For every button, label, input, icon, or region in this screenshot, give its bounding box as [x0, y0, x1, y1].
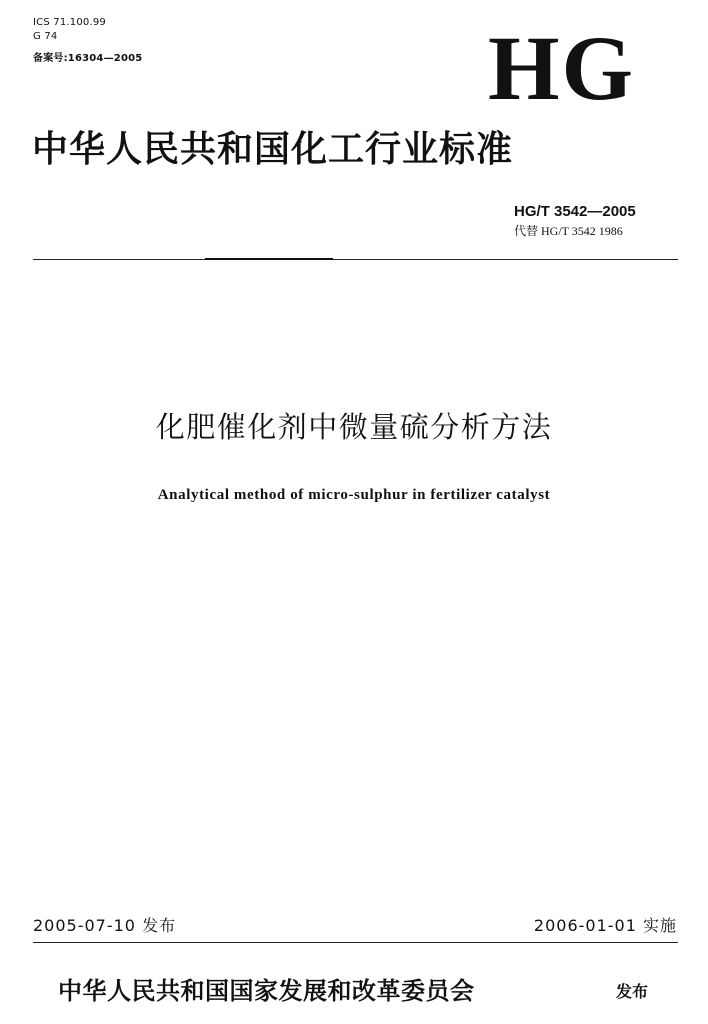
effective-date: 2006-01-01 实施: [533, 916, 677, 935]
replaced-standard: 代替 HG/T 3542 1986: [514, 224, 623, 238]
filing-number: 备案号:16304—2005: [33, 53, 143, 64]
standard-category-logo: HG: [488, 17, 636, 119]
issue-date: 2005-07-10 发布: [33, 916, 177, 935]
industry-standard-title: 中华人民共和国化工行业标准: [32, 129, 514, 170]
header-divider: [33, 259, 678, 260]
ccs-code: G 74: [33, 31, 58, 42]
publisher-name: 中华人民共和国国家发展和改革委员会: [58, 977, 475, 1005]
publish-label: 发布: [616, 982, 649, 1001]
document-title-chinese: 化肥催化剂中微量硫分析方法: [155, 410, 553, 444]
standard-number: HG/T 3542—2005: [514, 203, 636, 220]
footer-divider: [33, 942, 678, 943]
document-title-english: Analytical method of micro-sulphur in fertilizer catalyst: [157, 487, 551, 503]
header-divider-accent: [205, 258, 333, 260]
ics-code: ICS 71.100.99: [33, 17, 106, 28]
